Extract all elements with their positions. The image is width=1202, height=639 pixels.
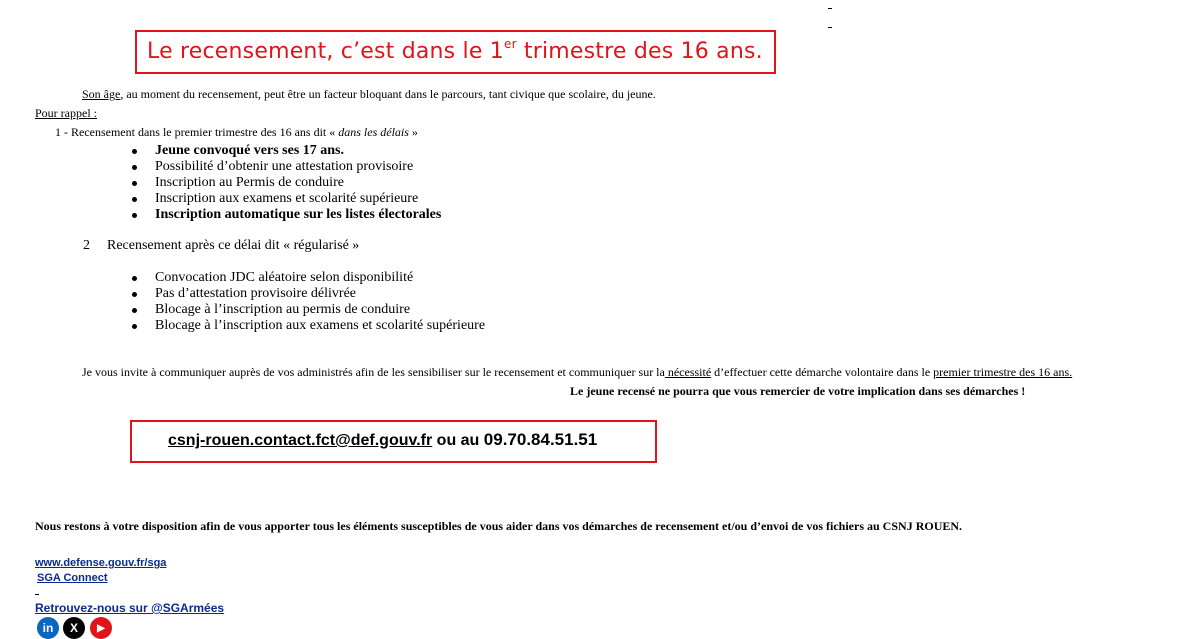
- list-item: Blocage à l’inscription aux examens et scolarité supérieure: [130, 318, 485, 334]
- reminder-label: Pour rappel :: [35, 106, 97, 120]
- list-item: Convocation JDC aléatoire selon disponibilité: [130, 270, 485, 286]
- list-item: Pas d’attestation provisoire délivrée: [130, 286, 485, 302]
- section1-heading: 1 - Recensement dans le premier trimestre des 16 ans dit « dans les délais »: [55, 125, 418, 139]
- invite-paragraph: Je vous invite à communiquer auprès de vos administrés afin de les sensibiliser sur le recensement et communiquer sur la nécessité d’effectuer cette démarche volontaire dans le premier trimestre des 16 ans.: [82, 365, 1073, 379]
- page-title: Le recensement, c’est dans le 1er trimestre des 16 ans.: [147, 37, 763, 64]
- thanks-line: Le jeune recensé ne pourra que vous remercier de votre implication dans ses démarches !: [570, 384, 1026, 398]
- x-icon[interactable]: X: [63, 617, 85, 639]
- section2-list: [130, 270, 485, 334]
- small-underline-dash: [35, 594, 39, 595]
- title-banner: [135, 30, 776, 74]
- section2-number: 2: [83, 238, 90, 253]
- list-item: Blocage à l’inscription au permis de conduire: [130, 302, 485, 318]
- top-dash-1: [828, 8, 832, 9]
- sga-connect-link[interactable]: SGA Connect: [37, 572, 108, 584]
- section1-list: [130, 143, 441, 223]
- list-item: Possibilité d’obtenir une attestation provisoire: [130, 159, 441, 175]
- intro-paragraph: Son âge, au moment du recensement, peut être un facteur bloquant dans le parcours, tant civique que scolaire, du jeune.: [82, 87, 656, 101]
- contact-phone[interactable]: 09.70.84.51.51: [483, 430, 598, 449]
- list-item: Inscription au Permis de conduire: [130, 175, 441, 191]
- availability-paragraph: Nous restons à votre disposition afin de vous apporter tous les éléments susceptibles de vous aider dans vos démarches de recensement et/ou d’envoi de vos fichiers au CSNJ ROUEN.: [35, 519, 963, 533]
- youtube-icon[interactable]: ▶: [90, 617, 112, 639]
- linkedin-icon[interactable]: in: [37, 617, 59, 639]
- website-link[interactable]: www.defense.gouv.fr/sga: [35, 557, 167, 569]
- contact-banner: [130, 420, 657, 463]
- contact-line: csnj-rouen.contact.fct@def.gouv.fr ou au 09.70.84.51.51: [168, 430, 598, 449]
- list-item: Inscription aux examens et scolarité supérieure: [130, 191, 441, 207]
- contact-email-link[interactable]: csnj-rouen.contact.fct@def.gouv.fr: [168, 432, 433, 449]
- section2-heading: Recensement après ce délai dit « régularisé »: [107, 238, 360, 253]
- list-item: Jeune convoqué vers ses 17 ans.: [130, 143, 441, 159]
- follow-link[interactable]: Retrouvez-nous sur @SGArmées: [35, 601, 225, 615]
- top-dash-2: [828, 27, 832, 28]
- list-item: Inscription automatique sur les listes électorales: [130, 207, 441, 223]
